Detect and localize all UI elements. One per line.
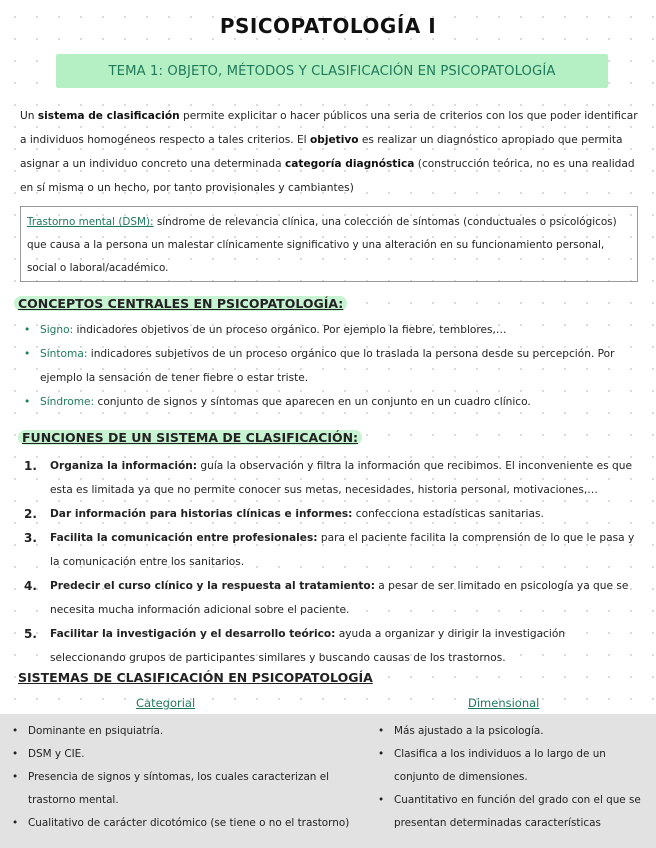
function-title: Facilitar la investigación y el desarrollo teórico: (50, 628, 336, 640)
page-title: PSICOPATOLOGÍA I (219, 14, 437, 38)
list-item (6, 743, 366, 766)
concept-term: Signo: (40, 324, 74, 336)
funciones-list (22, 454, 638, 670)
tema-title: TEMA 1: OBJETO, MÉTODOS Y CLASIFICACIÓN EN PSICOPATOLOGÍA (108, 63, 556, 79)
list-item (372, 743, 650, 789)
function-text: a pesar de ser limitado en psicología ya que se necesita mucha información adicional sobre el paciente. (50, 580, 629, 616)
categorial-list (6, 720, 366, 835)
sistemas-heading: SISTEMAS DE CLASIFICACIÓN EN PSICOPATOLOGÍA (18, 670, 373, 685)
list-item (22, 622, 638, 670)
intro-bold-1: sistema de clasificación (37, 110, 180, 122)
list-item (22, 390, 642, 414)
intro-text-1: Un (20, 110, 38, 122)
function-text: para el paciente facilita la comprensión de lo que le pasa y la comunicación entre los sanitarios. (50, 532, 635, 568)
bullet-dot: • (24, 324, 31, 336)
intro-text-2: permite explicitar o hacer públicos una seria de criterios con los que poder identificar a individuos homogéneos respecto a tales criterios. El (20, 110, 638, 146)
function-text: ayuda a organizar y dirigir la investigación seleccionando grupos de participantes similares y buscando causas de los trastornos. (50, 628, 566, 664)
categorial-item: Presencia de signos y síntomas, los cuales caracterizan el trastorno mental. (28, 771, 329, 806)
item-number: 2. (24, 507, 37, 521)
list-item (22, 526, 638, 574)
function-title: Predecir el curso clínico y la respuesta al tratamiento: (50, 580, 375, 592)
bullet-dot: • (24, 348, 31, 360)
list-item (6, 766, 366, 812)
list-item (6, 812, 366, 835)
function-text: guía la observación y filtra la información que recibimos. El inconveniente es que esta es limitada ya que no permite conocer sus metas, necesidades, historia personal, motivaciones,… (50, 460, 632, 496)
bullet-dot: • (12, 771, 19, 783)
list-item (372, 789, 650, 835)
categorial-item: DSM y CIE. (28, 748, 85, 760)
item-number: 1. (24, 459, 37, 473)
intro-bold-3: categoría diagnóstica (285, 158, 415, 170)
list-item (22, 502, 638, 526)
dsm-term: Trastorno mental (DSM): (27, 216, 154, 228)
function-title: Dar información para historias clínicas e informes: (50, 508, 353, 520)
item-number: 3. (24, 531, 37, 545)
concept-text: indicadores objetivos de un proceso orgánico. Por ejemplo la fiebre, temblores,… (73, 324, 507, 336)
dimensional-item: Cuantitativo en función del grado con el que se presentan determinadas características (394, 794, 641, 829)
list-item (6, 720, 366, 743)
bullet-dot: • (12, 817, 19, 829)
tema-banner (56, 54, 608, 88)
bullet-dot: • (24, 396, 31, 408)
list-item (372, 720, 650, 743)
function-text: confecciona estadísticas sanitarias. (352, 508, 544, 520)
bullet-dot: • (378, 725, 385, 737)
categorial-heading: Categorial (136, 696, 196, 710)
categorial-item: Dominante en psiquiatría. (28, 725, 164, 737)
list-item (22, 342, 642, 390)
dimensional-heading: Dimensional (468, 696, 540, 710)
bullet-dot: • (378, 794, 385, 806)
bullet-dot: • (12, 725, 19, 737)
dsm-definition-box (20, 206, 638, 282)
dimensional-list (372, 720, 650, 835)
intro-text-4: (construcción teórica, no es una realidad en sí misma o un hecho, por tanto provisionales y cambiantes) (20, 158, 635, 194)
funciones-heading: FUNCIONES DE UN SISTEMA DE CLASIFICACIÓN: (18, 430, 362, 445)
item-number: 5. (24, 627, 37, 641)
function-title: Organiza la información: (50, 460, 198, 472)
bullet-dot: • (12, 748, 19, 760)
function-title: Facilita la comunicación entre profesionales: (50, 532, 318, 544)
intro-paragraph (20, 104, 640, 200)
list-item (22, 574, 638, 622)
concept-text: indicadores subjetivos de un proceso orgánico que lo traslada la persona desde su percepción. Por ejemplo la sensación de tener fiebre o estar triste. (40, 348, 615, 384)
intro-text-3: es realizar un diagnóstico apropiado que permita asignar a un individuo concreto una determinada (20, 134, 623, 170)
conceptos-heading: CONCEPTOS CENTRALES EN PSICOPATOLOGÍA: (14, 296, 347, 311)
dimensional-item: Más ajustado a la psicología. (394, 725, 544, 737)
concept-term: Síntoma: (40, 348, 88, 360)
concept-text: conjunto de signos y síntomas que aparecen en un conjunto en un cuadro clínico. (94, 396, 531, 408)
intro-bold-2: objetivo (309, 134, 359, 146)
conceptos-list (22, 318, 642, 414)
dsm-text: síndrome de relevancia clínica, una colección de síntomas (conductuales o psicológicos) que causa a la persona un malestar clínicamente significativo y una alteración en su funcionamiento personal, social o laboral/académico. (27, 216, 617, 274)
concept-term: Síndrome: (40, 396, 95, 408)
categorial-item: Cualitativo de carácter dicotómico (se tiene o no el trastorno) (28, 817, 350, 829)
list-item (22, 318, 642, 342)
dimensional-item: Clasifica a los individuos a lo largo de un conjunto de dimensiones. (394, 748, 606, 783)
item-number: 4. (24, 579, 37, 593)
list-item (22, 454, 638, 502)
bullet-dot: • (378, 748, 385, 760)
